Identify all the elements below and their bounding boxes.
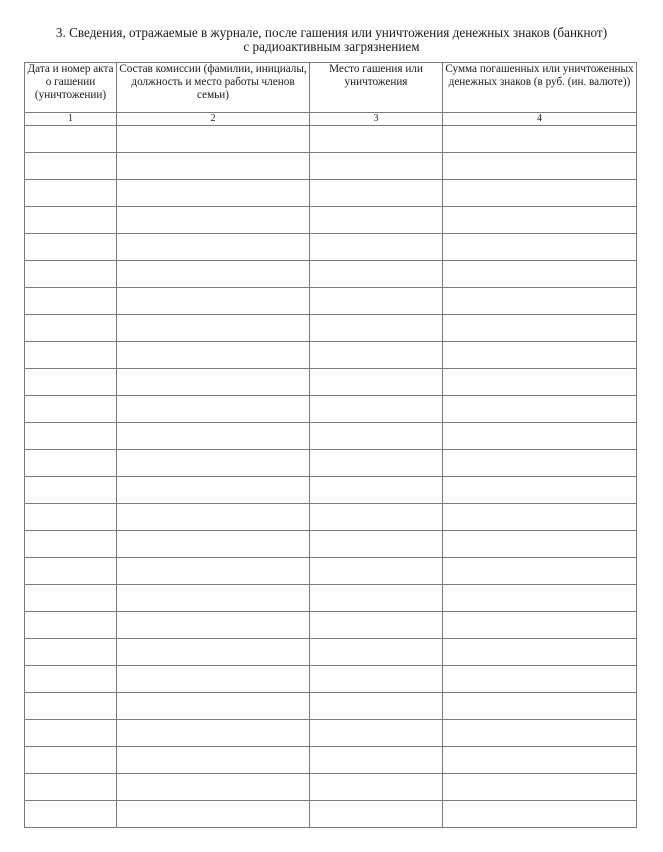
cell-date xyxy=(25,693,117,720)
cell-date xyxy=(25,207,117,234)
table-row xyxy=(25,288,637,315)
cell-date xyxy=(25,477,117,504)
cell-amount xyxy=(443,126,637,153)
cell-date xyxy=(25,180,117,207)
cell-place xyxy=(310,234,443,261)
table-row xyxy=(25,558,637,585)
table-body xyxy=(25,126,637,828)
cell-place xyxy=(310,531,443,558)
cell-amount xyxy=(443,693,637,720)
cell-amount xyxy=(443,585,637,612)
cell-amount xyxy=(443,801,637,828)
cell-commission xyxy=(117,666,310,693)
column-header-commission: Состав комиссии (фамилии, инициалы, должность и место работы членов семьи) xyxy=(117,63,310,113)
cell-commission xyxy=(117,504,310,531)
cell-amount xyxy=(443,666,637,693)
cell-date xyxy=(25,639,117,666)
cell-commission xyxy=(117,639,310,666)
cell-date xyxy=(25,396,117,423)
cell-amount xyxy=(443,180,637,207)
cell-commission xyxy=(117,612,310,639)
document-title xyxy=(0,26,663,54)
header-row xyxy=(25,63,637,113)
cell-amount xyxy=(443,639,637,666)
table-row xyxy=(25,180,637,207)
cell-amount xyxy=(443,531,637,558)
cell-place xyxy=(310,774,443,801)
cell-place xyxy=(310,504,443,531)
table-row xyxy=(25,585,637,612)
cell-commission xyxy=(117,396,310,423)
cell-place xyxy=(310,477,443,504)
cell-amount xyxy=(443,504,637,531)
column-header-amount: Сумма погашенных или уничтоженных денежных знаков (в руб. (ин. валюте)) xyxy=(443,63,637,113)
table-row xyxy=(25,612,637,639)
cell-place xyxy=(310,693,443,720)
table-row xyxy=(25,693,637,720)
cell-amount xyxy=(443,450,637,477)
cell-commission xyxy=(117,234,310,261)
cell-place xyxy=(310,180,443,207)
table-row xyxy=(25,720,637,747)
cell-date xyxy=(25,261,117,288)
cell-amount xyxy=(443,720,637,747)
cell-place xyxy=(310,720,443,747)
cell-commission xyxy=(117,423,310,450)
table-row xyxy=(25,423,637,450)
cell-place xyxy=(310,666,443,693)
cell-amount xyxy=(443,234,637,261)
cell-commission xyxy=(117,477,310,504)
cell-date xyxy=(25,450,117,477)
table-row xyxy=(25,342,637,369)
cell-amount xyxy=(443,774,637,801)
column-number-2: 2 xyxy=(117,113,310,126)
cell-commission xyxy=(117,450,310,477)
cell-amount xyxy=(443,747,637,774)
cell-date xyxy=(25,747,117,774)
cell-date xyxy=(25,234,117,261)
table-row xyxy=(25,315,637,342)
cell-date xyxy=(25,369,117,396)
cell-place xyxy=(310,396,443,423)
cell-place xyxy=(310,153,443,180)
column-number-1: 1 xyxy=(25,113,117,126)
cell-date xyxy=(25,558,117,585)
cell-amount xyxy=(443,396,637,423)
cell-commission xyxy=(117,693,310,720)
title-line-1: 3. Сведения, отражаемые в журнале, после гашения или уничтожения денежных знаков (банкнот) xyxy=(55,25,608,40)
cell-commission xyxy=(117,288,310,315)
table-row xyxy=(25,153,637,180)
cell-date xyxy=(25,288,117,315)
cell-commission xyxy=(117,558,310,585)
cell-date xyxy=(25,720,117,747)
cell-place xyxy=(310,585,443,612)
cell-place xyxy=(310,639,443,666)
table-row xyxy=(25,666,637,693)
cell-commission xyxy=(117,342,310,369)
cell-place xyxy=(310,801,443,828)
cell-commission xyxy=(117,369,310,396)
table-row xyxy=(25,774,637,801)
cell-date xyxy=(25,774,117,801)
cell-commission xyxy=(117,774,310,801)
table-row xyxy=(25,747,637,774)
cell-amount xyxy=(443,288,637,315)
column-number-row xyxy=(25,113,637,126)
cell-amount xyxy=(443,153,637,180)
cell-date xyxy=(25,126,117,153)
cell-date xyxy=(25,315,117,342)
cell-commission xyxy=(117,207,310,234)
cell-place xyxy=(310,369,443,396)
cell-commission xyxy=(117,315,310,342)
cell-place xyxy=(310,261,443,288)
cell-date xyxy=(25,504,117,531)
cell-amount xyxy=(443,612,637,639)
cell-amount xyxy=(443,315,637,342)
cell-commission xyxy=(117,720,310,747)
table-row xyxy=(25,126,637,153)
cell-place xyxy=(310,288,443,315)
cell-commission xyxy=(117,801,310,828)
table-row xyxy=(25,477,637,504)
table-row xyxy=(25,450,637,477)
cell-amount xyxy=(443,558,637,585)
column-header-place: Место гашения или уничтожения xyxy=(310,63,443,113)
table-row xyxy=(25,234,637,261)
column-header-date: Дата и номер акта о гашении (уничтожении) xyxy=(25,63,117,113)
cell-place xyxy=(310,126,443,153)
cell-place xyxy=(310,315,443,342)
cell-commission xyxy=(117,531,310,558)
journal-table xyxy=(24,62,637,828)
cell-date xyxy=(25,423,117,450)
cell-date xyxy=(25,342,117,369)
cell-amount xyxy=(443,423,637,450)
cell-date xyxy=(25,531,117,558)
table-row xyxy=(25,531,637,558)
cell-date xyxy=(25,585,117,612)
cell-commission xyxy=(117,747,310,774)
cell-date xyxy=(25,666,117,693)
column-number-3: 3 xyxy=(310,113,443,126)
title-line-2: с радиоактивным загрязнением xyxy=(243,39,420,54)
cell-place xyxy=(310,207,443,234)
cell-amount xyxy=(443,477,637,504)
cell-place xyxy=(310,450,443,477)
cell-amount xyxy=(443,207,637,234)
cell-commission xyxy=(117,180,310,207)
cell-amount xyxy=(443,369,637,396)
table-row xyxy=(25,261,637,288)
cell-date xyxy=(25,153,117,180)
column-number-4: 4 xyxy=(443,113,637,126)
table-row xyxy=(25,504,637,531)
cell-place xyxy=(310,612,443,639)
table-row xyxy=(25,396,637,423)
cell-place xyxy=(310,342,443,369)
cell-commission xyxy=(117,126,310,153)
table-row xyxy=(25,639,637,666)
cell-place xyxy=(310,423,443,450)
cell-date xyxy=(25,801,117,828)
cell-place xyxy=(310,558,443,585)
cell-commission xyxy=(117,585,310,612)
cell-date xyxy=(25,612,117,639)
table-row xyxy=(25,207,637,234)
cell-place xyxy=(310,747,443,774)
table-row xyxy=(25,369,637,396)
cell-amount xyxy=(443,342,637,369)
cell-amount xyxy=(443,261,637,288)
cell-commission xyxy=(117,261,310,288)
cell-commission xyxy=(117,153,310,180)
table-row xyxy=(25,801,637,828)
